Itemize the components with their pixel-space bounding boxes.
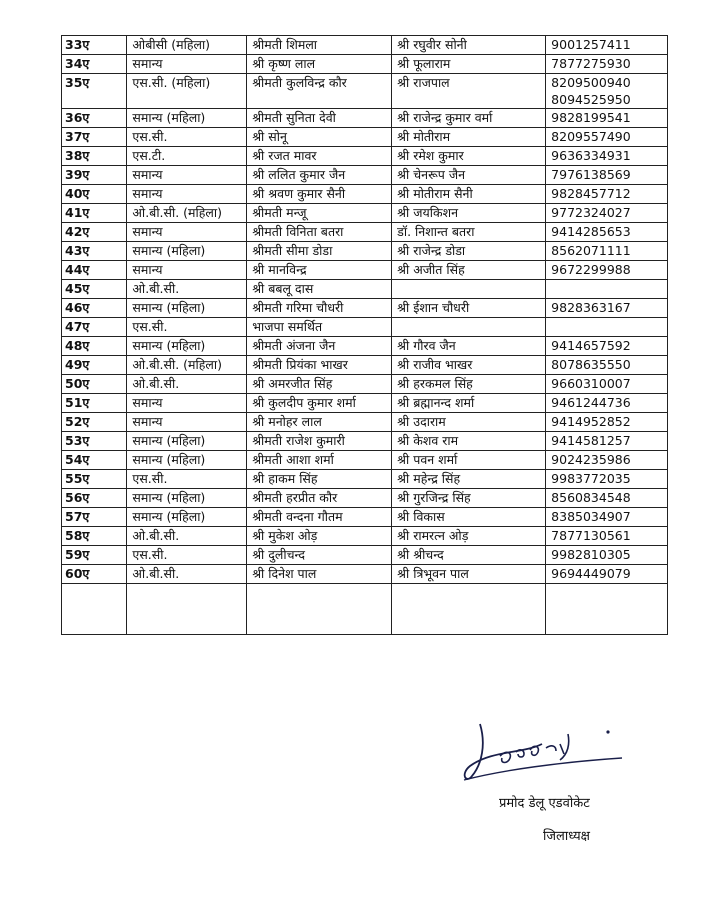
- table-row: [62, 432, 668, 451]
- phone-cell: 7877275930: [546, 55, 668, 74]
- ward-number-cell: 35ए: [62, 74, 127, 109]
- ward-number-cell: 39ए: [62, 166, 127, 185]
- candidate-name-cell: श्रीमती राजेश कुमारी: [247, 432, 392, 451]
- table-row: [62, 546, 668, 565]
- table-row: [62, 74, 668, 109]
- phone-cell: 8560834548: [546, 489, 668, 508]
- phone-cell: 9414581257: [546, 432, 668, 451]
- phone-cell: 9828457712: [546, 185, 668, 204]
- table-row: [62, 55, 668, 74]
- ward-number-cell: 45ए: [62, 280, 127, 299]
- table-row: [62, 36, 668, 55]
- candidate-name-cell: श्री अमरजीत सिंह: [247, 375, 392, 394]
- empty-cell: [62, 584, 127, 635]
- candidate-name-cell: श्री बबलू दास: [247, 280, 392, 299]
- table-row: [62, 337, 668, 356]
- category-cell: समान्य: [127, 55, 247, 74]
- phone-cell: 9461244736: [546, 394, 668, 413]
- category-cell: एस.सी.: [127, 470, 247, 489]
- candidate-name-cell: श्री श्रवण कुमार सैनी: [247, 185, 392, 204]
- ward-number-cell: 44ए: [62, 261, 127, 280]
- candidate-name-cell: श्रीमती गरिमा चौधरी: [247, 299, 392, 318]
- phone-cell: [546, 280, 668, 299]
- category-cell: समान्य (महिला): [127, 508, 247, 527]
- ward-number-cell: 49ए: [62, 356, 127, 375]
- phone-cell: 9672299988: [546, 261, 668, 280]
- candidate-name-cell: श्रीमती आशा शर्मा: [247, 451, 392, 470]
- relative-name-cell: श्री महेन्द्र सिंह: [392, 470, 546, 489]
- signatory-name: प्रमोद डेलू एडवोकेट: [499, 796, 590, 811]
- ward-number-cell: 54ए: [62, 451, 127, 470]
- phone-cell: 8078635550: [546, 356, 668, 375]
- relative-name-cell: श्री रघुवीर सोनी: [392, 36, 546, 55]
- relative-name-cell: श्री जयकिशन: [392, 204, 546, 223]
- candidate-name-cell: श्रीमती शिमला: [247, 36, 392, 55]
- relative-name-cell: श्री मोतीराम सैनी: [392, 185, 546, 204]
- candidate-name-cell: श्री रजत मावर: [247, 147, 392, 166]
- category-cell: समान्य (महिला): [127, 299, 247, 318]
- table-row: [62, 204, 668, 223]
- table-row: [62, 318, 668, 337]
- phone-cell: 7877130561: [546, 527, 668, 546]
- table-row: [62, 413, 668, 432]
- relative-name-cell: श्री हरकमल सिंह: [392, 375, 546, 394]
- table-row: [62, 185, 668, 204]
- candidate-name-cell: श्रीमती वन्दना गौतम: [247, 508, 392, 527]
- ward-number-cell: 55ए: [62, 470, 127, 489]
- candidate-table-body: [62, 36, 668, 635]
- relative-name-cell: श्री त्रिभूवन पाल: [392, 565, 546, 584]
- phone-cell: 9772324027: [546, 204, 668, 223]
- category-cell: समान्य: [127, 413, 247, 432]
- table-row: [62, 565, 668, 584]
- empty-cell: [392, 584, 546, 635]
- category-cell: समान्य (महिला): [127, 109, 247, 128]
- category-cell: ओबीसी (महिला): [127, 36, 247, 55]
- category-cell: समान्य (महिला): [127, 242, 247, 261]
- ward-number-cell: 33ए: [62, 36, 127, 55]
- ward-number-cell: 52ए: [62, 413, 127, 432]
- relative-name-cell: श्री मोतीराम: [392, 128, 546, 147]
- table-row: [62, 109, 668, 128]
- empty-row: [62, 584, 668, 635]
- table-row: [62, 128, 668, 147]
- relative-name-cell: श्री रमेश कुमार: [392, 147, 546, 166]
- ward-number-cell: 41ए: [62, 204, 127, 223]
- empty-cell: [127, 584, 247, 635]
- category-cell: समान्य: [127, 394, 247, 413]
- relative-name-cell: श्री अजीत सिंह: [392, 261, 546, 280]
- candidate-name-cell: श्री मानविन्द्र: [247, 261, 392, 280]
- phone-cell: 9660310007: [546, 375, 668, 394]
- candidate-name-cell: श्री सोनू: [247, 128, 392, 147]
- table-row: [62, 356, 668, 375]
- ward-number-cell: 34ए: [62, 55, 127, 74]
- phone-cell: 9636334931: [546, 147, 668, 166]
- relative-name-cell: श्री विकास: [392, 508, 546, 527]
- table-row: [62, 375, 668, 394]
- category-cell: एस.सी.: [127, 546, 247, 565]
- category-cell: एस.सी.: [127, 318, 247, 337]
- category-cell: समान्य: [127, 261, 247, 280]
- category-cell: ओ.बी.सी.: [127, 565, 247, 584]
- category-cell: एस.सी.: [127, 128, 247, 147]
- table-row: [62, 299, 668, 318]
- ward-number-cell: 57ए: [62, 508, 127, 527]
- phone-cell: 8209557490: [546, 128, 668, 147]
- ward-number-cell: 42ए: [62, 223, 127, 242]
- phone-cell: 9694449079: [546, 565, 668, 584]
- empty-cell: [546, 584, 668, 635]
- candidate-name-cell: श्री दिनेश पाल: [247, 565, 392, 584]
- phone-cell: 7976138569: [546, 166, 668, 185]
- ward-number-cell: 47ए: [62, 318, 127, 337]
- relative-name-cell: श्री राजेन्द्र डोडा: [392, 242, 546, 261]
- category-cell: समान्य: [127, 166, 247, 185]
- candidate-name-cell: श्रीमती अंजना जैन: [247, 337, 392, 356]
- candidate-name-cell: भाजपा समर्थित: [247, 318, 392, 337]
- candidate-name-cell: श्री कृष्ण लाल: [247, 55, 392, 74]
- candidate-name-cell: श्रीमती विनिता बतरा: [247, 223, 392, 242]
- ward-number-cell: 56ए: [62, 489, 127, 508]
- relative-name-cell: श्री उदाराम: [392, 413, 546, 432]
- table-row: [62, 242, 668, 261]
- category-cell: ओ.बी.सी. (महिला): [127, 204, 247, 223]
- table-row: [62, 470, 668, 489]
- candidate-name-cell: श्री मुकेश ओड़: [247, 527, 392, 546]
- ward-number-cell: 58ए: [62, 527, 127, 546]
- candidate-name-cell: श्रीमती कुलविन्द्र कौर: [247, 74, 392, 109]
- table-row: [62, 261, 668, 280]
- table-row: [62, 508, 668, 527]
- relative-name-cell: श्री राजीव भाखर: [392, 356, 546, 375]
- table-row: [62, 280, 668, 299]
- ward-number-cell: 53ए: [62, 432, 127, 451]
- candidate-name-cell: श्रीमती प्रियंका भाखर: [247, 356, 392, 375]
- signature-image: [452, 714, 632, 794]
- relative-name-cell: श्री रामरत्न ओड़: [392, 527, 546, 546]
- phone-cell: 9001257411: [546, 36, 668, 55]
- ward-number-cell: 40ए: [62, 185, 127, 204]
- candidate-name-cell: श्री मनोहर लाल: [247, 413, 392, 432]
- relative-name-cell: डॉ. निशान्त बतरा: [392, 223, 546, 242]
- relative-name-cell: श्री चेनरूप जैन: [392, 166, 546, 185]
- empty-cell: [247, 584, 392, 635]
- category-cell: समान्य: [127, 185, 247, 204]
- phone-cell: 9414285653: [546, 223, 668, 242]
- category-cell: एस.टी.: [127, 147, 247, 166]
- ward-number-cell: 43ए: [62, 242, 127, 261]
- category-cell: समान्य (महिला): [127, 337, 247, 356]
- relative-name-cell: श्री गुरजिन्द्र सिंह: [392, 489, 546, 508]
- candidate-name-cell: श्री कुलदीप कुमार शर्मा: [247, 394, 392, 413]
- table-row: [62, 166, 668, 185]
- phone-cell: 8209500940 8094525950: [546, 74, 668, 109]
- ward-number-cell: 48ए: [62, 337, 127, 356]
- relative-name-cell: श्री ब्रह्मानन्द शर्मा: [392, 394, 546, 413]
- relative-name-cell: श्री केशव राम: [392, 432, 546, 451]
- ward-number-cell: 36ए: [62, 109, 127, 128]
- candidate-name-cell: श्री हाकम सिंह: [247, 470, 392, 489]
- phone-cell: 9828363167: [546, 299, 668, 318]
- category-cell: समान्य (महिला): [127, 432, 247, 451]
- category-cell: समान्य (महिला): [127, 451, 247, 470]
- table-row: [62, 223, 668, 242]
- signatory-title: जिलाध्यक्ष: [543, 829, 590, 844]
- phone-cell: 9414657592: [546, 337, 668, 356]
- table-row: [62, 527, 668, 546]
- ward-number-cell: 59ए: [62, 546, 127, 565]
- phone-cell: 9414952852: [546, 413, 668, 432]
- category-cell: ओ.बी.सी. (महिला): [127, 356, 247, 375]
- category-cell: एस.सी. (महिला): [127, 74, 247, 109]
- phone-cell: 9982810305: [546, 546, 668, 565]
- relative-name-cell: श्री राजपाल: [392, 74, 546, 109]
- phone-cell: 9024235986: [546, 451, 668, 470]
- relative-name-cell: श्री श्रीचन्द: [392, 546, 546, 565]
- ward-number-cell: 46ए: [62, 299, 127, 318]
- category-cell: ओ.बी.सी.: [127, 527, 247, 546]
- category-cell: समान्य: [127, 223, 247, 242]
- ward-number-cell: 50ए: [62, 375, 127, 394]
- candidate-name-cell: श्रीमती सुनिता देवी: [247, 109, 392, 128]
- relative-name-cell: [392, 318, 546, 337]
- relative-name-cell: श्री गौरव जैन: [392, 337, 546, 356]
- ward-number-cell: 37ए: [62, 128, 127, 147]
- relative-name-cell: [392, 280, 546, 299]
- candidate-name-cell: श्री ललित कुमार जैन: [247, 166, 392, 185]
- candidate-name-cell: श्री दुलीचन्द: [247, 546, 392, 565]
- ward-number-cell: 60ए: [62, 565, 127, 584]
- relative-name-cell: श्री फूलाराम: [392, 55, 546, 74]
- relative-name-cell: श्री पवन शर्मा: [392, 451, 546, 470]
- candidate-name-cell: श्रीमती मन्जू: [247, 204, 392, 223]
- category-cell: ओ.बी.सी.: [127, 375, 247, 394]
- category-cell: ओ.बी.सी.: [127, 280, 247, 299]
- category-cell: समान्य (महिला): [127, 489, 247, 508]
- table-row: [62, 451, 668, 470]
- candidate-name-cell: श्रीमती सीमा डोडा: [247, 242, 392, 261]
- phone-cell: 9828199541: [546, 109, 668, 128]
- candidate-name-cell: श्रीमती हरप्रीत कौर: [247, 489, 392, 508]
- phone-cell: [546, 318, 668, 337]
- candidate-table: [61, 35, 668, 635]
- phone-cell: 9983772035: [546, 470, 668, 489]
- relative-name-cell: श्री ईशान चौधरी: [392, 299, 546, 318]
- table-row: [62, 147, 668, 166]
- phone-cell: 8385034907: [546, 508, 668, 527]
- phone-cell: 8562071111: [546, 242, 668, 261]
- relative-name-cell: श्री राजेन्द्र कुमार वर्मा: [392, 109, 546, 128]
- ward-number-cell: 51ए: [62, 394, 127, 413]
- table-row: [62, 394, 668, 413]
- ward-number-cell: 38ए: [62, 147, 127, 166]
- table-row: [62, 489, 668, 508]
